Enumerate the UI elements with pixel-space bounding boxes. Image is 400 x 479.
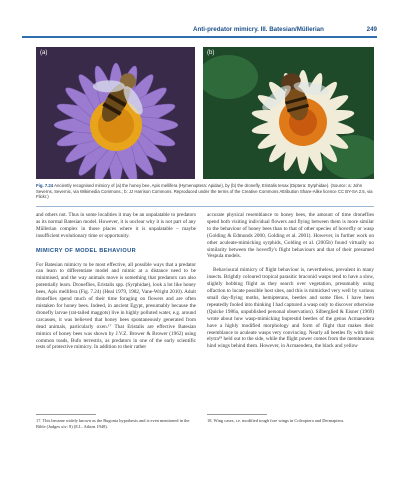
panel-a-label: (a) xyxy=(40,50,48,56)
figure-caption-label: Fig. 7.24 xyxy=(36,183,54,188)
footnote-rule-left xyxy=(36,414,96,415)
left-column xyxy=(36,212,196,358)
figure-photo-a xyxy=(36,47,195,179)
section-heading: MIMICRY OF MODEL BEHAVIOUR xyxy=(36,247,137,254)
footnote-18: 18. Wing cases, i.e. modified tough fore wings in Coleoptera and Dermaptera. xyxy=(207,418,345,423)
left-para-2: For Batesian mimicry to be most effective, all possible ways that a predator can learn to differentiate model and mimic at a distance need to be minimised, and the way animals move is something that predators can also potentially learn. Droneflies, Eristalis spp. (Syrphidae), look a lot like honey bees, Apis mellifera (Fig. 7.24) (Heal 1979, 1982, Vane-Wright 2010). Adult droneflies spend much of their time foraging on flowers and are often mistaken for honey bees. Indeed, in ancient Egypt, presumably because the dronefly larvae (rat-tailed maggots) live in highly polluted water, e.g. around carcasses, it was believed that honey bees spontaneously generated from dead animals, particularly oxen.¹⁷ That Eristalis are effective Batesian mimics of honey bees was shown by J.V.Z. Brower & Brower (1962) using common toads, Bufo terrestris, as predators in one of the early scientific tests of protective mimicry. In addition to their rather xyxy=(36,261,196,351)
page-number: 249 xyxy=(366,26,377,33)
honey-bee-photo xyxy=(36,47,195,179)
panel-b-label: (b) xyxy=(207,50,215,56)
figure-photo-b xyxy=(203,47,374,179)
figure-caption-text: Anciently recognised mimicry of (a) the honey bee, Apis mellifera (Hymenoptera: Apidae), by (b) the dronefly, Eristalis tenax (Diptera: Syrphidae). (Source: a: John Severns, Severnic, via Wikimedia Commons.; b: JJ Harrison Commons. Reproduced under the terms of the Creative Commons Attribution Share-Alike licence CC BY-SA 2.5, via Flickr.) xyxy=(36,183,373,200)
caption-rule xyxy=(36,206,374,207)
left-para-1: and others not. Thus in some localities it may be an unpalatable to predators as its normal Batesian model. However, it is unclear why it is not part of any Müllerian complex in those places where it is unpalatable – maybe insufficient evolutionary time or opportunity. xyxy=(36,212,196,239)
footnote-rule-right xyxy=(207,414,267,415)
running-title: Anti-predator mimicry. III. Batesian/Müllerian xyxy=(193,26,324,33)
running-header xyxy=(193,26,377,33)
header-rule xyxy=(22,36,377,38)
footnote-17: 17. This became widely known as the Bugonia hypothesis and is even mentioned in the Bible (Judges xiv: 8) (E.L. Atkins 1948). xyxy=(36,418,190,429)
figure-caption xyxy=(36,183,374,200)
right-para-2: Behavioural mimicry of flight behaviour is, nevertheless, prevalent in many insects. Brightly coloured tropical parasitic braconid wasps tend to have a slow, slightly bobbing flight as they search over vegetation, presumably using olfaction to locate possible host sites, and this is mimicked very well by various small day-flying moths, hemipterans, beetles and some flies. I have been repeatedly fooled into thinking I had captured a wasp only to discover otherwise (Quicke 1986a, unpublished personal observation). Silberglied & Eisner (1969) wrote about how wasp-mimicking buprestid beetles of the genus Acmaeodera have a highly modified morphology and form of flight that makes their resemblance to aculeate wasps very convincing. Nearly all beetles fly with their elytra¹⁸ held out to the side, while the flight power comes from the membranous hind wings behind them. However, in Acmaeodera, the black and yellow xyxy=(207,267,374,350)
right-para-1: accurate physical resemblance to honey bees, the amount of time droneflies spend both visiting individual flowers and flying between them is more similar to the behaviour of honey bees than to that of other species of hoverfly or wasp (Golding & Edmunds 2000, Golding et al. 2001). However, in further work on other aculeate-mimicking syrphids, Golding et al. (2005b) found virtually no similarity between the hoverfly's flight behaviours and that of their presumed Vespula models. xyxy=(207,212,374,260)
dronefly-photo xyxy=(203,47,374,179)
right-column xyxy=(207,212,374,357)
